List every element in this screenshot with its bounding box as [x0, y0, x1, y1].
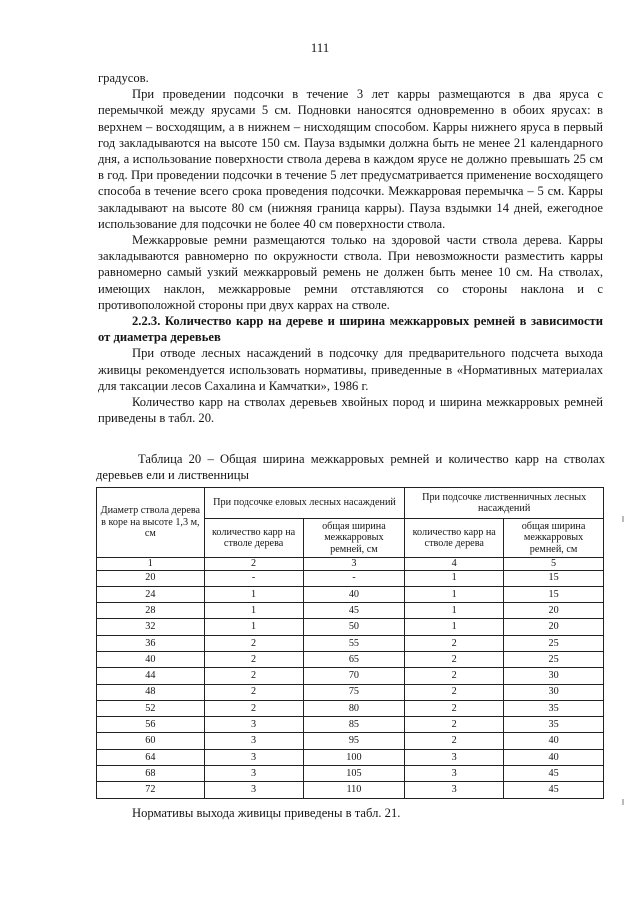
- paragraph-continuation: градусов.: [98, 71, 149, 85]
- table-cell: 48: [97, 684, 205, 700]
- table-cell: 72: [97, 782, 205, 798]
- paragraph-tapping-3-5-years: При проведении подсочки в течение 3 лет карры размещаются в два яруса с перемычкой между ярусами 5 см. Подновки наносятся одновременно в обоих ярусах: в верхнем – восходящим, а в нижнем – нисходящим способом. Карры нижнего яруса в первый год закладываются на высоте 150 см. Пауза вздымки должна быть не менее 21 календарного дня, а использование поверхности ствола дерева в каждом ярусе не должно превышать 25 см в год. При проведении подсочки в течение 5 лет предусматривается применение восходящего способа в течение всего срока проведения подсочки. Межкарровая перемычка – 5 см. Карры закладывают на высоте 80 см (нижняя граница карры). Пауза вздымки 14 дней, ежегодное использование для подсочки не более 40 см поверхности ствола.: [98, 87, 603, 231]
- header-diameter: Диаметр ствола дерева в коре на высоте 1,3 м, см: [97, 488, 205, 558]
- header-spruce-group: При подсочке еловых лесных насаждений: [204, 488, 405, 519]
- table-cell: 45: [504, 782, 604, 798]
- table-cell: 55: [303, 635, 405, 651]
- table-cell: 65: [303, 651, 405, 667]
- table-cell: 3: [405, 782, 504, 798]
- table-cell: 2: [405, 733, 504, 749]
- table-cell: 45: [504, 766, 604, 782]
- table-row: [97, 603, 604, 619]
- table-cell: 2: [204, 635, 303, 651]
- column-number: 1: [97, 558, 205, 571]
- table-cell: 40: [504, 733, 604, 749]
- table-cell: 75: [303, 684, 405, 700]
- table-cell: 30: [504, 668, 604, 684]
- table-cell: 1: [204, 619, 303, 635]
- header-larch-count: количество карр на стволе дерева: [405, 519, 504, 558]
- table-cell: 3: [204, 749, 303, 765]
- table-cell: 68: [97, 766, 205, 782]
- table-row: [97, 766, 604, 782]
- column-number: 3: [303, 558, 405, 571]
- table-cell: 24: [97, 586, 205, 602]
- table-cell: 64: [97, 749, 205, 765]
- table-cell: 30: [504, 684, 604, 700]
- table-cell: -: [204, 570, 303, 586]
- table-caption-text: Таблица 20 – Общая ширина межкарровых ремней и количество карр на стволах деревьев ели и лиственницы: [96, 452, 605, 482]
- table-cell: 2: [405, 700, 504, 716]
- table-row: [97, 717, 604, 733]
- column-number: 4: [405, 558, 504, 571]
- table-cell: 15: [504, 570, 604, 586]
- table-row: [97, 700, 604, 716]
- table-cell: 20: [504, 619, 604, 635]
- table-cell: 2: [405, 668, 504, 684]
- table-cell: 1: [405, 570, 504, 586]
- table-cell: 35: [504, 717, 604, 733]
- footer-text: Нормативы выхода живицы приведены в табл. 21.: [132, 806, 401, 820]
- table-cell: 85: [303, 717, 405, 733]
- table-cell: 3: [405, 766, 504, 782]
- table-cell: 3: [204, 766, 303, 782]
- table-cell: 40: [97, 651, 205, 667]
- table-cell: 95: [303, 733, 405, 749]
- table-row: [97, 749, 604, 765]
- table-cell: 28: [97, 603, 205, 619]
- table-row: [97, 684, 604, 700]
- paragraph-table-reference: Количество карр на стволах деревьев хвойных пород и ширина межкарровых ремней приведены в табл. 20.: [98, 395, 603, 426]
- table-cell: 2: [204, 651, 303, 667]
- column-number-row: [97, 558, 604, 571]
- table-cell: 3: [204, 782, 303, 798]
- table-row: [97, 782, 604, 798]
- table-cell: 40: [303, 586, 405, 602]
- table-cell: 2: [405, 684, 504, 700]
- table-row: [97, 733, 604, 749]
- table-cell: 1: [204, 586, 303, 602]
- table-cell: 3: [204, 717, 303, 733]
- table-row: [97, 651, 604, 667]
- column-number: 2: [204, 558, 303, 571]
- table-cell: 44: [97, 668, 205, 684]
- table-cell: 45: [303, 603, 405, 619]
- table-cell: 52: [97, 700, 205, 716]
- table-row: [97, 619, 604, 635]
- table-cell: 100: [303, 749, 405, 765]
- table-caption: [96, 452, 605, 483]
- table-cell: 20: [504, 603, 604, 619]
- table-cell: 25: [504, 651, 604, 667]
- table-cell: 2: [204, 684, 303, 700]
- table-cell: 36: [97, 635, 205, 651]
- table-cell: 2: [405, 651, 504, 667]
- paragraph-resin-yield: При отводе лесных насаждений в подсочку для предварительного подсчета выхода живицы рекомендуется использовать нормативы, приведенные в «Нормативных материалах для таксации лесов Сахалина и Камчатки», 1986 г.: [98, 346, 603, 393]
- scan-mark: [622, 799, 624, 805]
- table-cell: 105: [303, 766, 405, 782]
- table-cell: 20: [97, 570, 205, 586]
- table-cell: 110: [303, 782, 405, 798]
- table-cell: 2: [204, 668, 303, 684]
- table-cell: 1: [204, 603, 303, 619]
- table-cell: 2: [204, 700, 303, 716]
- table-cell: 35: [504, 700, 604, 716]
- paragraph-inter-tap-belts: Межкарровые ремни размещаются только на здоровой части ствола дерева. Карры закладываются равномерно по окружности ствола. При невозможности разместить карры равномерно самый узкий межкарровый ремень не должен быть менее 10 см. На стволах, имеющих наклон, межкарровые ремни отставляются со стороны наклона и с противоположной стороны при двух каррах на стволе.: [98, 233, 603, 312]
- table-cell: 15: [504, 586, 604, 602]
- column-number: 5: [504, 558, 604, 571]
- header-spruce-width: общая ширина межкарровых ремней, см: [303, 519, 405, 558]
- header-larch-width: общая ширина межкарровых ремней, см: [504, 519, 604, 558]
- body-text: [98, 70, 603, 426]
- scan-mark: [622, 516, 624, 522]
- table-row: [97, 586, 604, 602]
- table-cell: 3: [204, 733, 303, 749]
- table-cell: 1: [405, 586, 504, 602]
- section-heading: 2.2.3. Количество карр на дереве и ширина межкарровых ремней в зависимости от диаметра деревьев: [98, 314, 603, 345]
- table-row: [97, 668, 604, 684]
- table-cell: 3: [405, 749, 504, 765]
- header-spruce-count: количество карр на стволе дерева: [204, 519, 303, 558]
- page-number: 111: [310, 40, 330, 55]
- table-cell: 50: [303, 619, 405, 635]
- table-cell: 2: [405, 635, 504, 651]
- table-cell: 70: [303, 668, 405, 684]
- table-cell: 2: [405, 717, 504, 733]
- table-row: [97, 570, 604, 586]
- table-cell: 32: [97, 619, 205, 635]
- table-row: [97, 635, 604, 651]
- table-cell: 40: [504, 749, 604, 765]
- table-cell: 60: [97, 733, 205, 749]
- data-table: [96, 487, 604, 799]
- table-cell: 1: [405, 603, 504, 619]
- table-cell: -: [303, 570, 405, 586]
- table-cell: 1: [405, 619, 504, 635]
- table-cell: 56: [97, 717, 205, 733]
- table-cell: 80: [303, 700, 405, 716]
- table-cell: 25: [504, 635, 604, 651]
- header-larch-group: При подсочке лиственничных лесных насаждений: [405, 488, 604, 519]
